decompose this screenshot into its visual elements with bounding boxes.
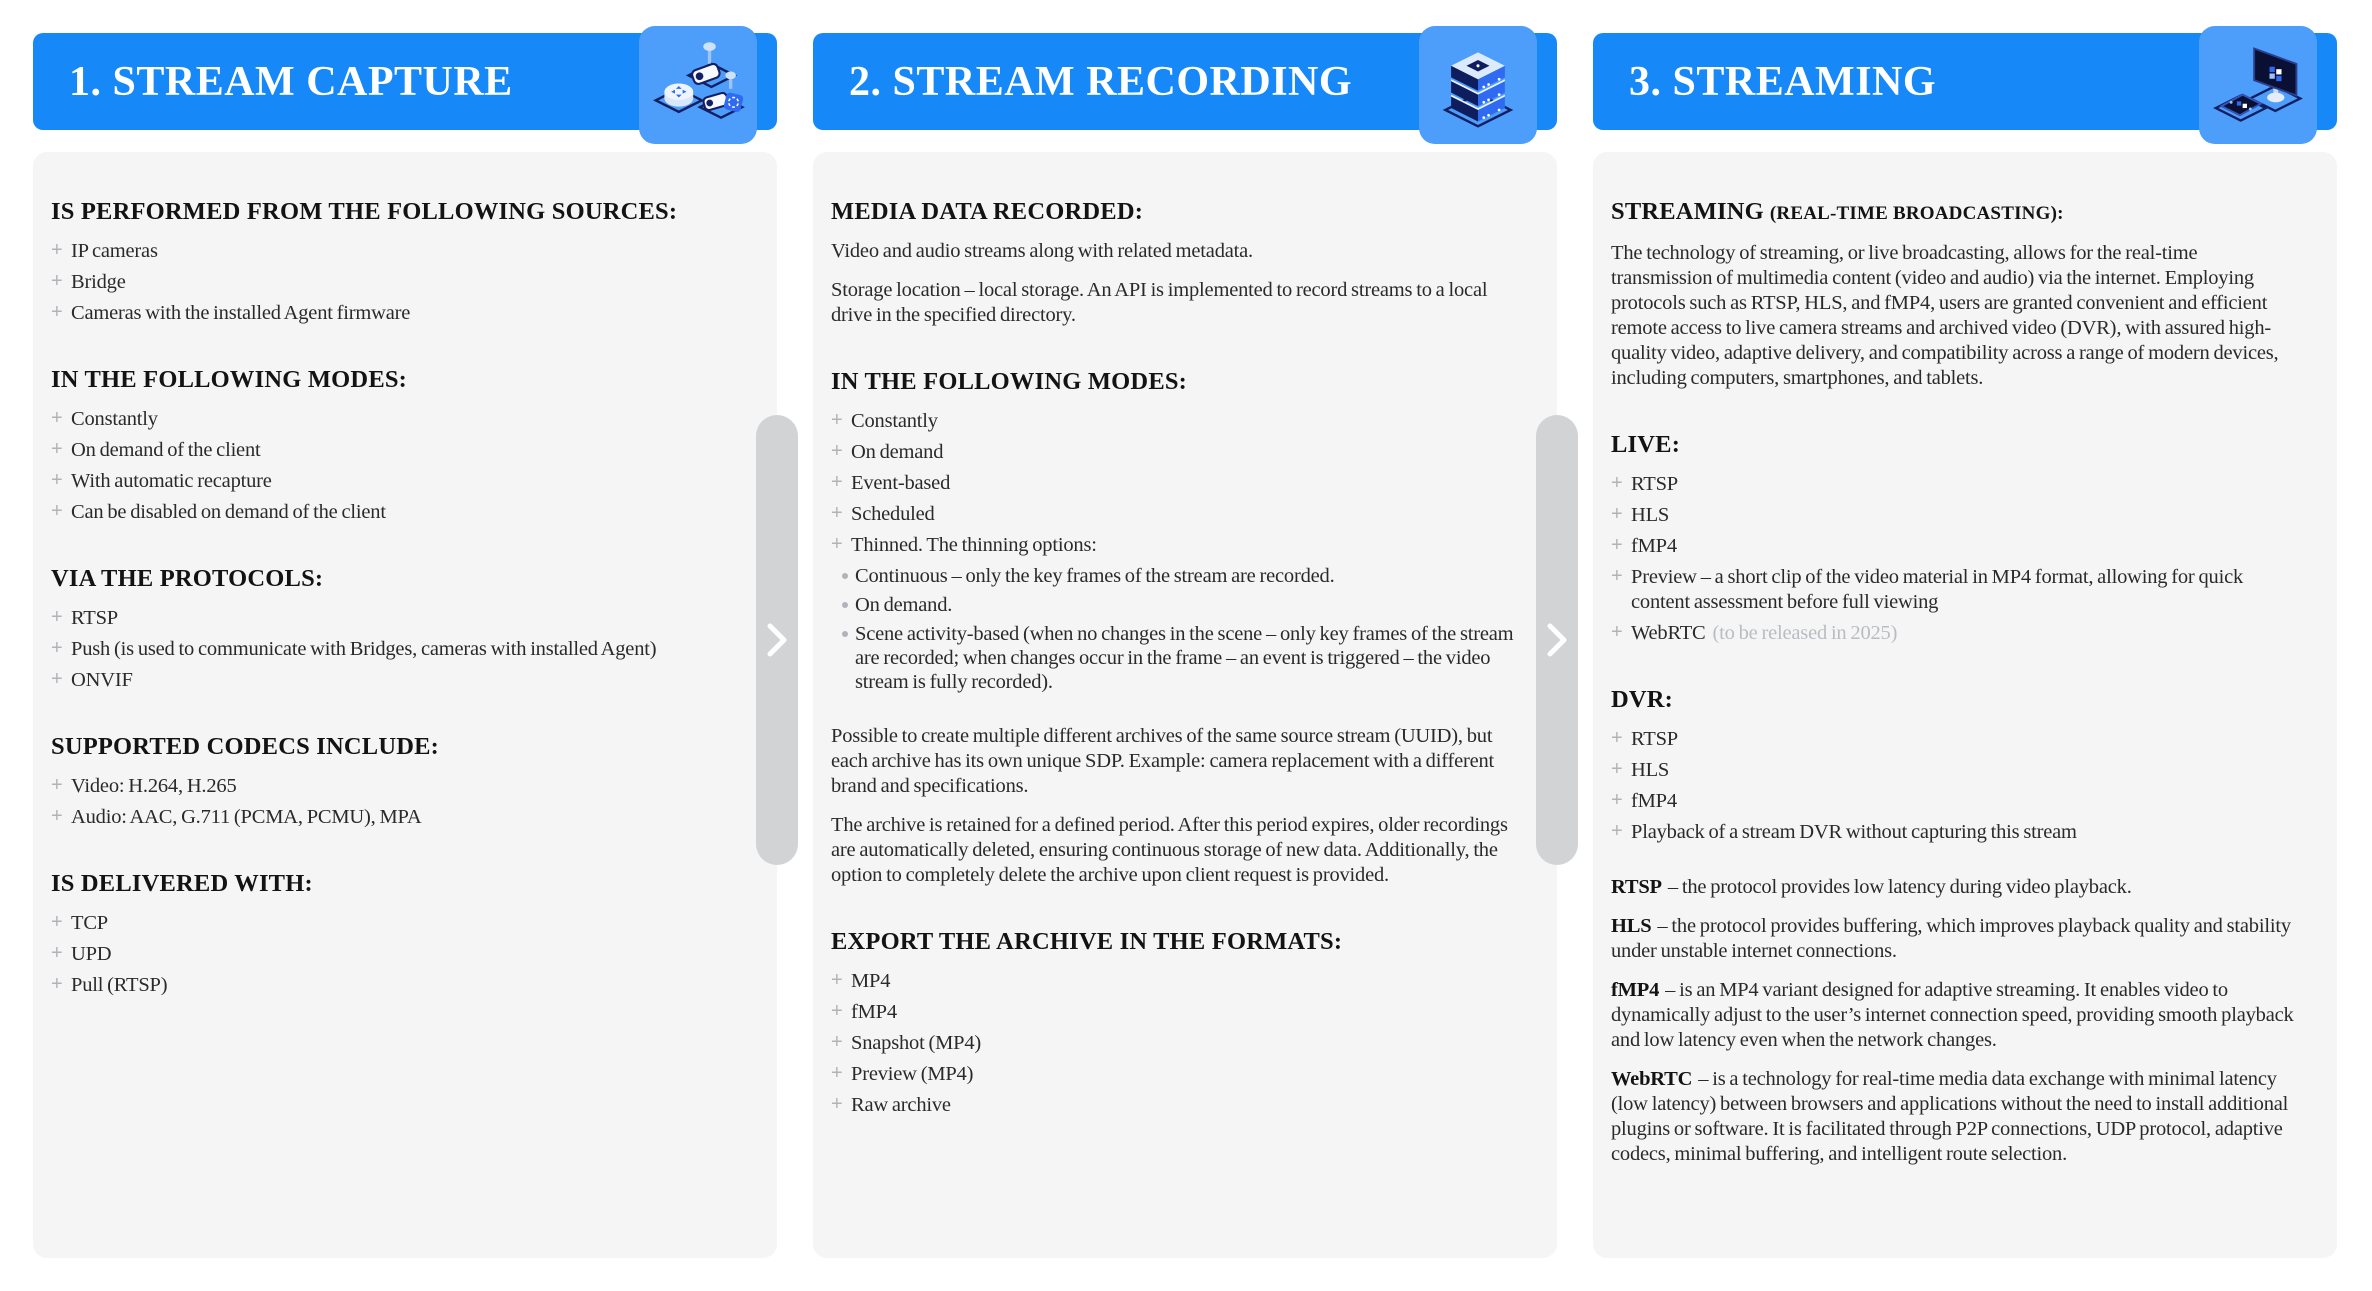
plus-icon: + xyxy=(1611,758,1623,780)
plus-icon: + xyxy=(51,438,63,460)
plus-icon: + xyxy=(831,471,843,493)
sublist-item xyxy=(831,622,1521,694)
plus-icon: + xyxy=(1611,503,1623,525)
section-protocol-definitions xyxy=(1611,875,2301,1167)
section-codecs xyxy=(51,733,741,830)
plus-icon: + xyxy=(831,502,843,524)
stream-recording-icon xyxy=(1419,26,1537,144)
plus-icon: + xyxy=(831,409,843,431)
section-heading: IS DELIVERED WITH: xyxy=(51,870,313,897)
list-item xyxy=(51,500,741,525)
column-stream-recording xyxy=(813,33,1557,1258)
plus-icon: + xyxy=(51,668,63,690)
list-item-label: Thinned. The thinning options: xyxy=(851,534,1097,556)
plus-icon: + xyxy=(51,973,63,995)
list-item xyxy=(831,471,1521,496)
list-item xyxy=(1611,534,2301,559)
list-item xyxy=(1611,820,2301,845)
plus-icon: + xyxy=(1611,534,1623,556)
plus-icon: + xyxy=(51,805,63,827)
definition xyxy=(1611,1067,2301,1167)
list-item-label: UPD xyxy=(71,943,112,965)
plus-icon: + xyxy=(51,606,63,628)
list-item-label: Pull (RTSP) xyxy=(71,974,168,996)
header-stream-recording xyxy=(813,33,1557,130)
definition-term: WebRTC xyxy=(1611,1068,1693,1090)
section-live xyxy=(1611,431,2301,646)
plus-icon: + xyxy=(51,407,63,429)
sublist-item xyxy=(831,593,1521,617)
section-heading: VIA THE PROTOCOLS: xyxy=(51,565,324,592)
list-item-label: IP cameras xyxy=(71,240,158,262)
list-item xyxy=(51,637,741,662)
paragraph: The archive is retained for a defined period. After this period expires, older recordings are automatically deleted, ensuring continuous storage of new data. Additionally, the option to completely delete the archive upon client request is provided. xyxy=(831,814,1508,886)
plus-icon: + xyxy=(51,239,63,261)
section-heading: SUPPORTED CODECS INCLUDE: xyxy=(51,733,440,760)
definition-term: HLS xyxy=(1611,915,1652,937)
section-heading-note: (REAL-TIME BROADCASTING): xyxy=(1769,203,2064,224)
list-item-label: fMP4 xyxy=(1631,535,1677,557)
list-item-label: Playback of a stream DVR without capturing this stream xyxy=(1631,821,2077,843)
section-media-data xyxy=(831,198,1521,328)
list-item xyxy=(51,239,741,264)
list-item-label: Can be disabled on demand of the client xyxy=(71,501,386,523)
list-item-label: Scheduled xyxy=(851,503,935,525)
list-item xyxy=(831,409,1521,434)
list-item-label: Video: H.264, H.265 xyxy=(71,775,237,797)
plus-icon: + xyxy=(831,533,843,555)
next-column-button[interactable] xyxy=(1536,415,1578,865)
list-item xyxy=(51,805,741,830)
list-item xyxy=(831,502,1521,527)
plus-icon: + xyxy=(831,1031,843,1053)
list-item-label: With automatic recapture xyxy=(71,470,272,492)
section-modes xyxy=(51,366,741,525)
header-streaming xyxy=(1593,33,2337,130)
list-item-label: Audio: AAC, G.711 (PCMA, PCMU), MPA xyxy=(71,806,422,828)
list-item-label: RTSP xyxy=(1631,473,1678,495)
paragraph: Video and audio streams along with related metadata. xyxy=(831,240,1253,262)
section-heading: IN THE FOLLOWING MODES: xyxy=(51,366,408,393)
sublist-item-label: Scene activity-based (when no changes in the scene – only key frames of the stream are recorded; when changes occur in the frame – an event is triggered – the video stream is fully recorded). xyxy=(855,623,1514,693)
definition-text: – the protocol provides low latency during video playback. xyxy=(1667,876,2132,898)
section-archive-notes xyxy=(831,724,1521,888)
list-item-label: Constantly xyxy=(851,410,938,432)
bullet-dot-icon xyxy=(842,631,848,637)
plus-icon: + xyxy=(51,500,63,522)
list-item-label: Push (is used to communicate with Bridges, cameras with installed Agent) xyxy=(71,638,657,660)
list-item-label: MP4 xyxy=(851,970,891,992)
list-item-label: RTSP xyxy=(1631,728,1678,750)
chevron-right-icon xyxy=(1546,620,1568,660)
list-item-label: ONVIF xyxy=(71,669,133,691)
plus-icon: + xyxy=(51,774,63,796)
list-item-label: Bridge xyxy=(71,271,126,293)
definition-term: RTSP xyxy=(1611,876,1662,898)
plus-icon: + xyxy=(831,1093,843,1115)
section-protocols xyxy=(51,565,741,693)
definition xyxy=(1611,875,2301,900)
list-item-label: HLS xyxy=(1631,759,1670,781)
plus-icon: + xyxy=(1611,565,1623,587)
list-item xyxy=(831,969,1521,994)
bullet-dot-icon xyxy=(842,573,848,579)
section-heading: MEDIA DATA RECORDED: xyxy=(831,198,1144,225)
plus-icon: + xyxy=(831,1062,843,1084)
section-sources xyxy=(51,198,741,326)
plus-icon: + xyxy=(51,270,63,292)
definition-term: fMP4 xyxy=(1611,979,1660,1001)
plus-icon: + xyxy=(831,969,843,991)
plus-icon: + xyxy=(1611,727,1623,749)
list-item xyxy=(1611,565,2301,615)
plus-icon: + xyxy=(51,911,63,933)
list-item xyxy=(51,942,741,967)
list-item xyxy=(51,911,741,936)
list-item xyxy=(831,1093,1521,1118)
plus-icon: + xyxy=(51,301,63,323)
list-item-label: Event-based xyxy=(851,472,951,494)
column-stream-capture xyxy=(33,33,777,1258)
list-item xyxy=(1611,727,2301,752)
plus-icon: + xyxy=(831,440,843,462)
bullet-dot-icon xyxy=(842,602,848,608)
definition-text: – the protocol provides buffering, which improves playback quality and stability under unstable internet connections. xyxy=(1611,915,2291,962)
list-item xyxy=(51,606,741,631)
next-column-button[interactable] xyxy=(756,415,798,865)
list-item-label: Preview (MP4) xyxy=(851,1063,974,1085)
list-item-label: fMP4 xyxy=(851,1001,897,1023)
section-heading: DVR: xyxy=(1611,686,1674,713)
list-item xyxy=(51,668,741,693)
section-delivery xyxy=(51,870,741,998)
plus-icon: + xyxy=(1611,621,1623,643)
section-streaming-intro xyxy=(1611,198,2301,391)
sublist-item xyxy=(831,564,1521,588)
card-stream-recording xyxy=(813,152,1557,1258)
list-item-label: On demand of the client xyxy=(71,439,261,461)
section-heading-main: STREAMING xyxy=(1611,198,1764,225)
streaming-icon xyxy=(2199,26,2317,144)
plus-icon: + xyxy=(1611,472,1623,494)
list-item xyxy=(51,973,741,998)
section-heading xyxy=(1611,198,2301,228)
header-title: 2. STREAM RECORDING xyxy=(849,58,1353,105)
list-item xyxy=(1611,503,2301,528)
list-item xyxy=(831,1000,1521,1025)
list-item xyxy=(51,774,741,799)
list-item xyxy=(51,270,741,295)
chevron-right-icon xyxy=(766,620,788,660)
plus-icon: + xyxy=(831,1000,843,1022)
plus-icon: + xyxy=(51,637,63,659)
list-item-label: Raw archive xyxy=(851,1094,951,1116)
list-item-label: Snapshot (MP4) xyxy=(851,1032,982,1054)
header-title: 1. STREAM CAPTURE xyxy=(69,58,513,105)
paragraph: Possible to create multiple different archives of the same source stream (UUID), but each archive has its own unique SDP. Example: camera replacement with a different brand and specifications. xyxy=(831,725,1495,797)
list-item-label: Cameras with the installed Agent firmware xyxy=(71,302,411,324)
list-item-label: RTSP xyxy=(71,607,118,629)
list-item xyxy=(1611,472,2301,497)
list-item xyxy=(831,440,1521,465)
list-item-label: WebRTC xyxy=(1631,622,1706,644)
header-title: 3. STREAMING xyxy=(1629,58,1937,105)
list-item-label: HLS xyxy=(1631,504,1670,526)
column-streaming xyxy=(1593,33,2337,1258)
list-item xyxy=(831,1062,1521,1087)
section-heading: IN THE FOLLOWING MODES: xyxy=(831,368,1188,395)
list-item xyxy=(51,301,741,326)
section-export-formats xyxy=(831,928,1521,1118)
sublist-item-label: Continuous – only the key frames of the stream are recorded. xyxy=(855,565,1335,587)
list-item xyxy=(1611,789,2301,814)
list-item-label: On demand xyxy=(851,441,944,463)
list-item-label: Preview – a short clip of the video material in MP4 format, allowing for quick content assessment before full viewing xyxy=(1631,566,2244,613)
list-item-label: Constantly xyxy=(71,408,158,430)
list-item xyxy=(1611,621,2301,646)
sublist-item-label: On demand. xyxy=(855,594,953,616)
section-heading: LIVE: xyxy=(1611,431,1681,458)
list-item xyxy=(1611,758,2301,783)
definition-text: – is a technology for real-time media data exchange with minimal latency (low latency) between browsers and applications without the need to install additional plugins or software. It is facilitated through P2P connections, UDP protocol, adaptive codecs, minimal buffering, and intelligent route selection. xyxy=(1611,1068,2289,1165)
section-dvr xyxy=(1611,686,2301,845)
release-note: (to be released in 2025) xyxy=(1712,622,1898,644)
plus-icon: + xyxy=(51,942,63,964)
plus-icon: + xyxy=(51,469,63,491)
paragraph: Storage location – local storage. An API is implemented to record streams to a local drive in the specified directory. xyxy=(831,279,1488,326)
section-heading: IS PERFORMED FROM THE FOLLOWING SOURCES: xyxy=(51,198,678,225)
definition xyxy=(1611,914,2301,964)
section-recording-modes xyxy=(831,368,1521,694)
plus-icon: + xyxy=(1611,820,1623,842)
header-stream-capture xyxy=(33,33,777,130)
definition-text: – is an MP4 variant designed for adaptive streaming. It enables video to dynamically adjust to the user’s internet connection speed, providing smooth playback and low latency even when the network changes. xyxy=(1611,979,2294,1051)
definition xyxy=(1611,978,2301,1053)
list-item xyxy=(51,438,741,463)
paragraph: The technology of streaming, or live broadcasting, allows for the real-time transmission of multimedia content (video and audio) via the internet. Employing protocols such as RTSP, HLS, and fMP4, users are granted convenient and efficient remote access to live camera streams and archived video (DVR), with assured high-quality video, adaptive delivery, and compatibility across a range of modern devices, including computers, smartphones, and tablets. xyxy=(1611,242,2279,389)
list-item xyxy=(51,469,741,494)
list-item xyxy=(831,1031,1521,1056)
list-item xyxy=(831,533,1521,558)
thinning-options-sublist xyxy=(831,564,1521,694)
card-stream-capture xyxy=(33,152,777,1258)
list-item-label: TCP xyxy=(71,912,108,934)
list-item-label: fMP4 xyxy=(1631,790,1677,812)
card-streaming xyxy=(1593,152,2337,1258)
list-item xyxy=(51,407,741,432)
section-heading: EXPORT THE ARCHIVE IN THE FORMATS: xyxy=(831,928,1343,955)
stream-capture-icon xyxy=(639,26,757,144)
plus-icon: + xyxy=(1611,789,1623,811)
